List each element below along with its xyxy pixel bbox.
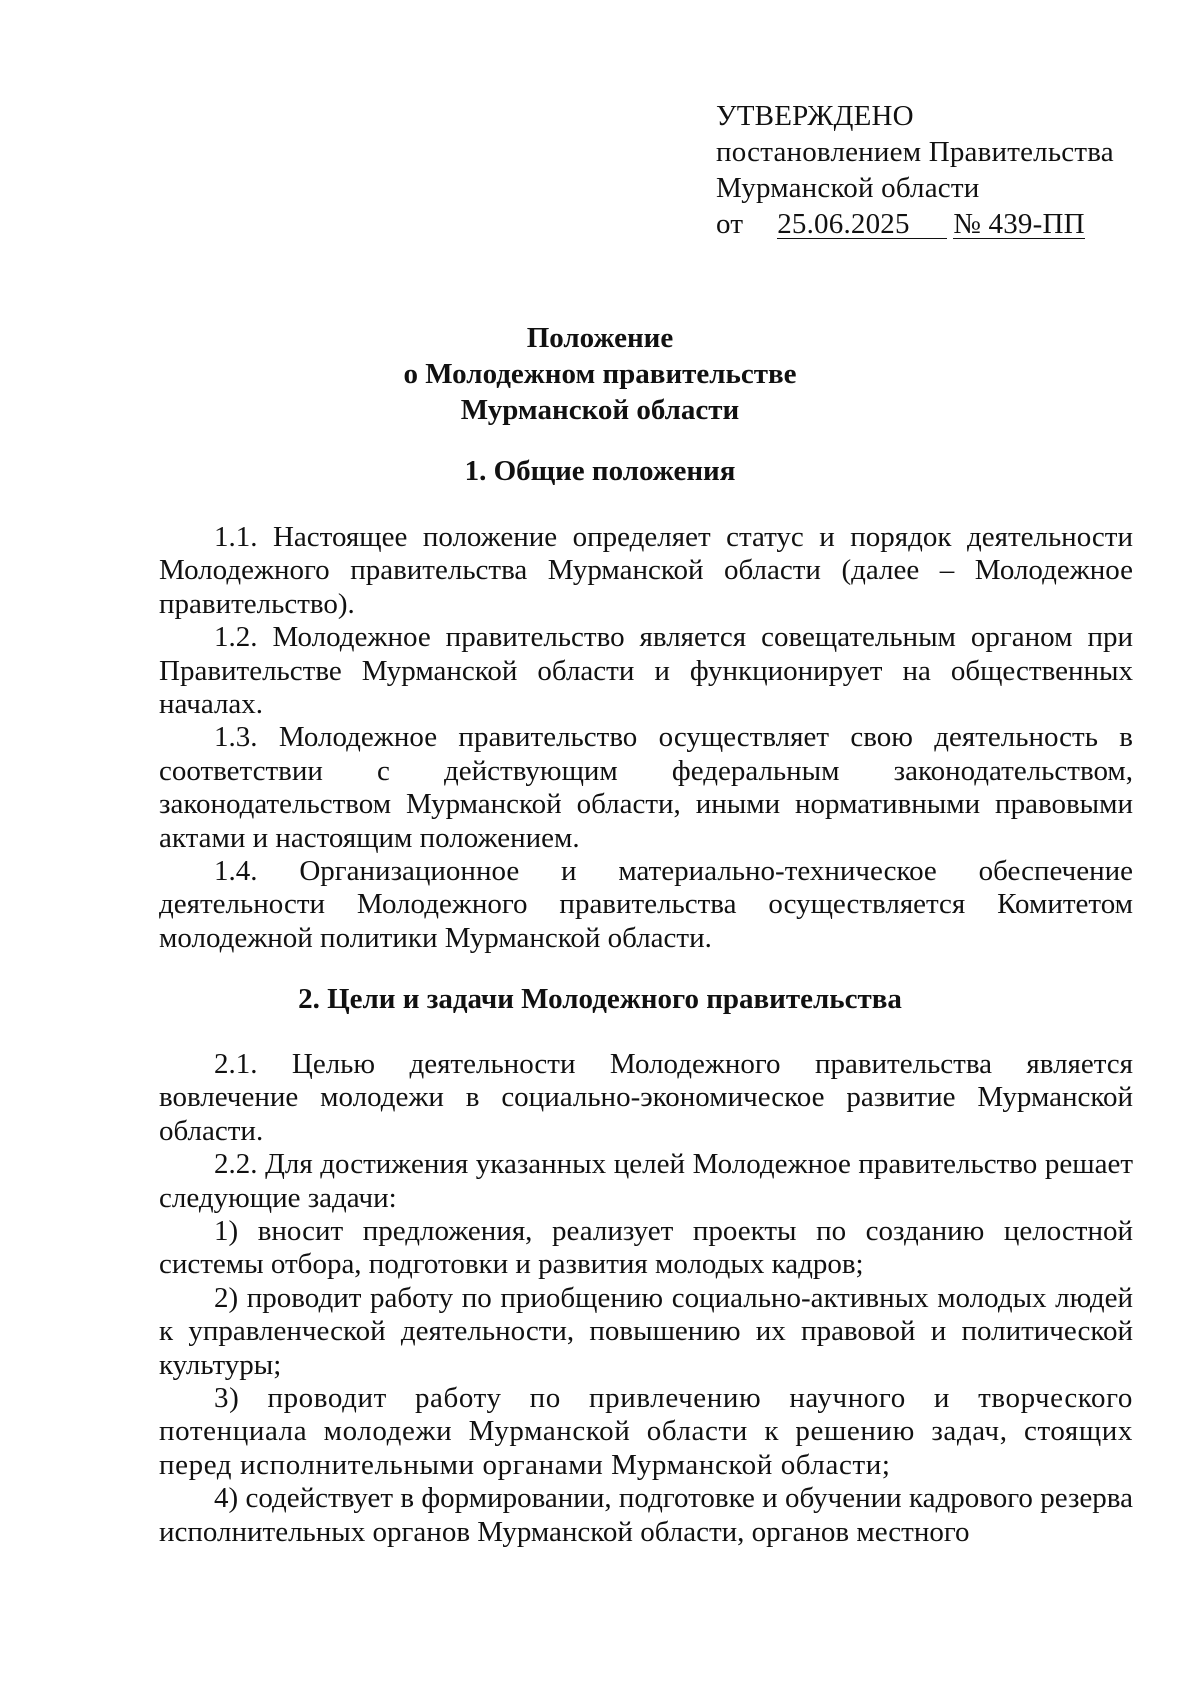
approval-date: 25.06.2025 <box>777 210 947 239</box>
section-1-heading: 1. Общие положения <box>464 455 736 487</box>
paragraph-2-2: 2.2. Для достижения указанных целей Молодежное правительство решает следующие задачи: <box>159 1148 1133 1214</box>
list-item-3: 3) проводит работу по привлечению научного и творческого потенциала молодежи Мурманской области к решению задач, стоящих перед исполнительными органами Мурманской области; <box>159 1382 1133 1481</box>
title-line-1: Положение <box>526 322 674 354</box>
approval-region: Мурманской области <box>716 172 980 204</box>
section-1-body <box>159 521 1133 955</box>
list-item-1: 1) вносит предложения, реализует проекты по созданию целостной системы отбора, подготовки и развития молодых кадров; <box>159 1215 1133 1281</box>
paragraph-2-1: 2.1. Целью деятельности Молодежного правительства является вовлечение молодежи в социально-экономическое развитие Мурманской области. <box>159 1048 1133 1147</box>
approval-number: № 439-ПП <box>953 208 1085 240</box>
paragraph-1-4: 1.4. Организационное и материально-техническое обеспечение деятельности Молодежного правительства осуществляется Комитетом молодежной политики Мурманской области. <box>159 855 1133 954</box>
paragraph-1-2: 1.2. Молодежное правительство является совещательным органом при Правительстве Мурманской области и функционирует на общественных началах. <box>159 621 1133 721</box>
approval-date-line <box>716 206 1114 242</box>
section-2-body <box>159 1048 1133 1549</box>
list-item-4: 4) содействует в формировании, подготовке и обучении кадрового резерва исполнительных органов Мурманской области, органов местного <box>159 1482 1133 1548</box>
title-line-3: Мурманской области <box>460 394 740 426</box>
approval-resolution: постановлением Правительства <box>716 136 1114 168</box>
paragraph-1-3: 1.3. Молодежное правительство осуществляет свою деятельность в соответствии с действующим федеральным законодательством, законодательством Мурманской области, иными нормативными правовыми актами и настоящим положением. <box>159 721 1133 854</box>
paragraph-1-1: 1.1. Настоящее положение определяет статус и порядок деятельности Молодежного правительства Мурманской области (далее – Молодежное правительство). <box>159 521 1133 620</box>
section-2-heading: 2. Цели и задачи Молодежного правительства <box>298 983 902 1015</box>
title-line-2: о Молодежном правительстве <box>403 358 797 390</box>
approval-stamp <box>716 98 1114 242</box>
list-item-2: 2) проводит работу по приобщению социально-активных молодых людей к управленческой деятельности, повышению их правовой и политической культуры; <box>159 1281 1133 1381</box>
document-title <box>0 320 1200 428</box>
approval-from-label: от <box>716 208 744 240</box>
approval-heading: УТВЕРЖДЕНО <box>716 100 914 132</box>
